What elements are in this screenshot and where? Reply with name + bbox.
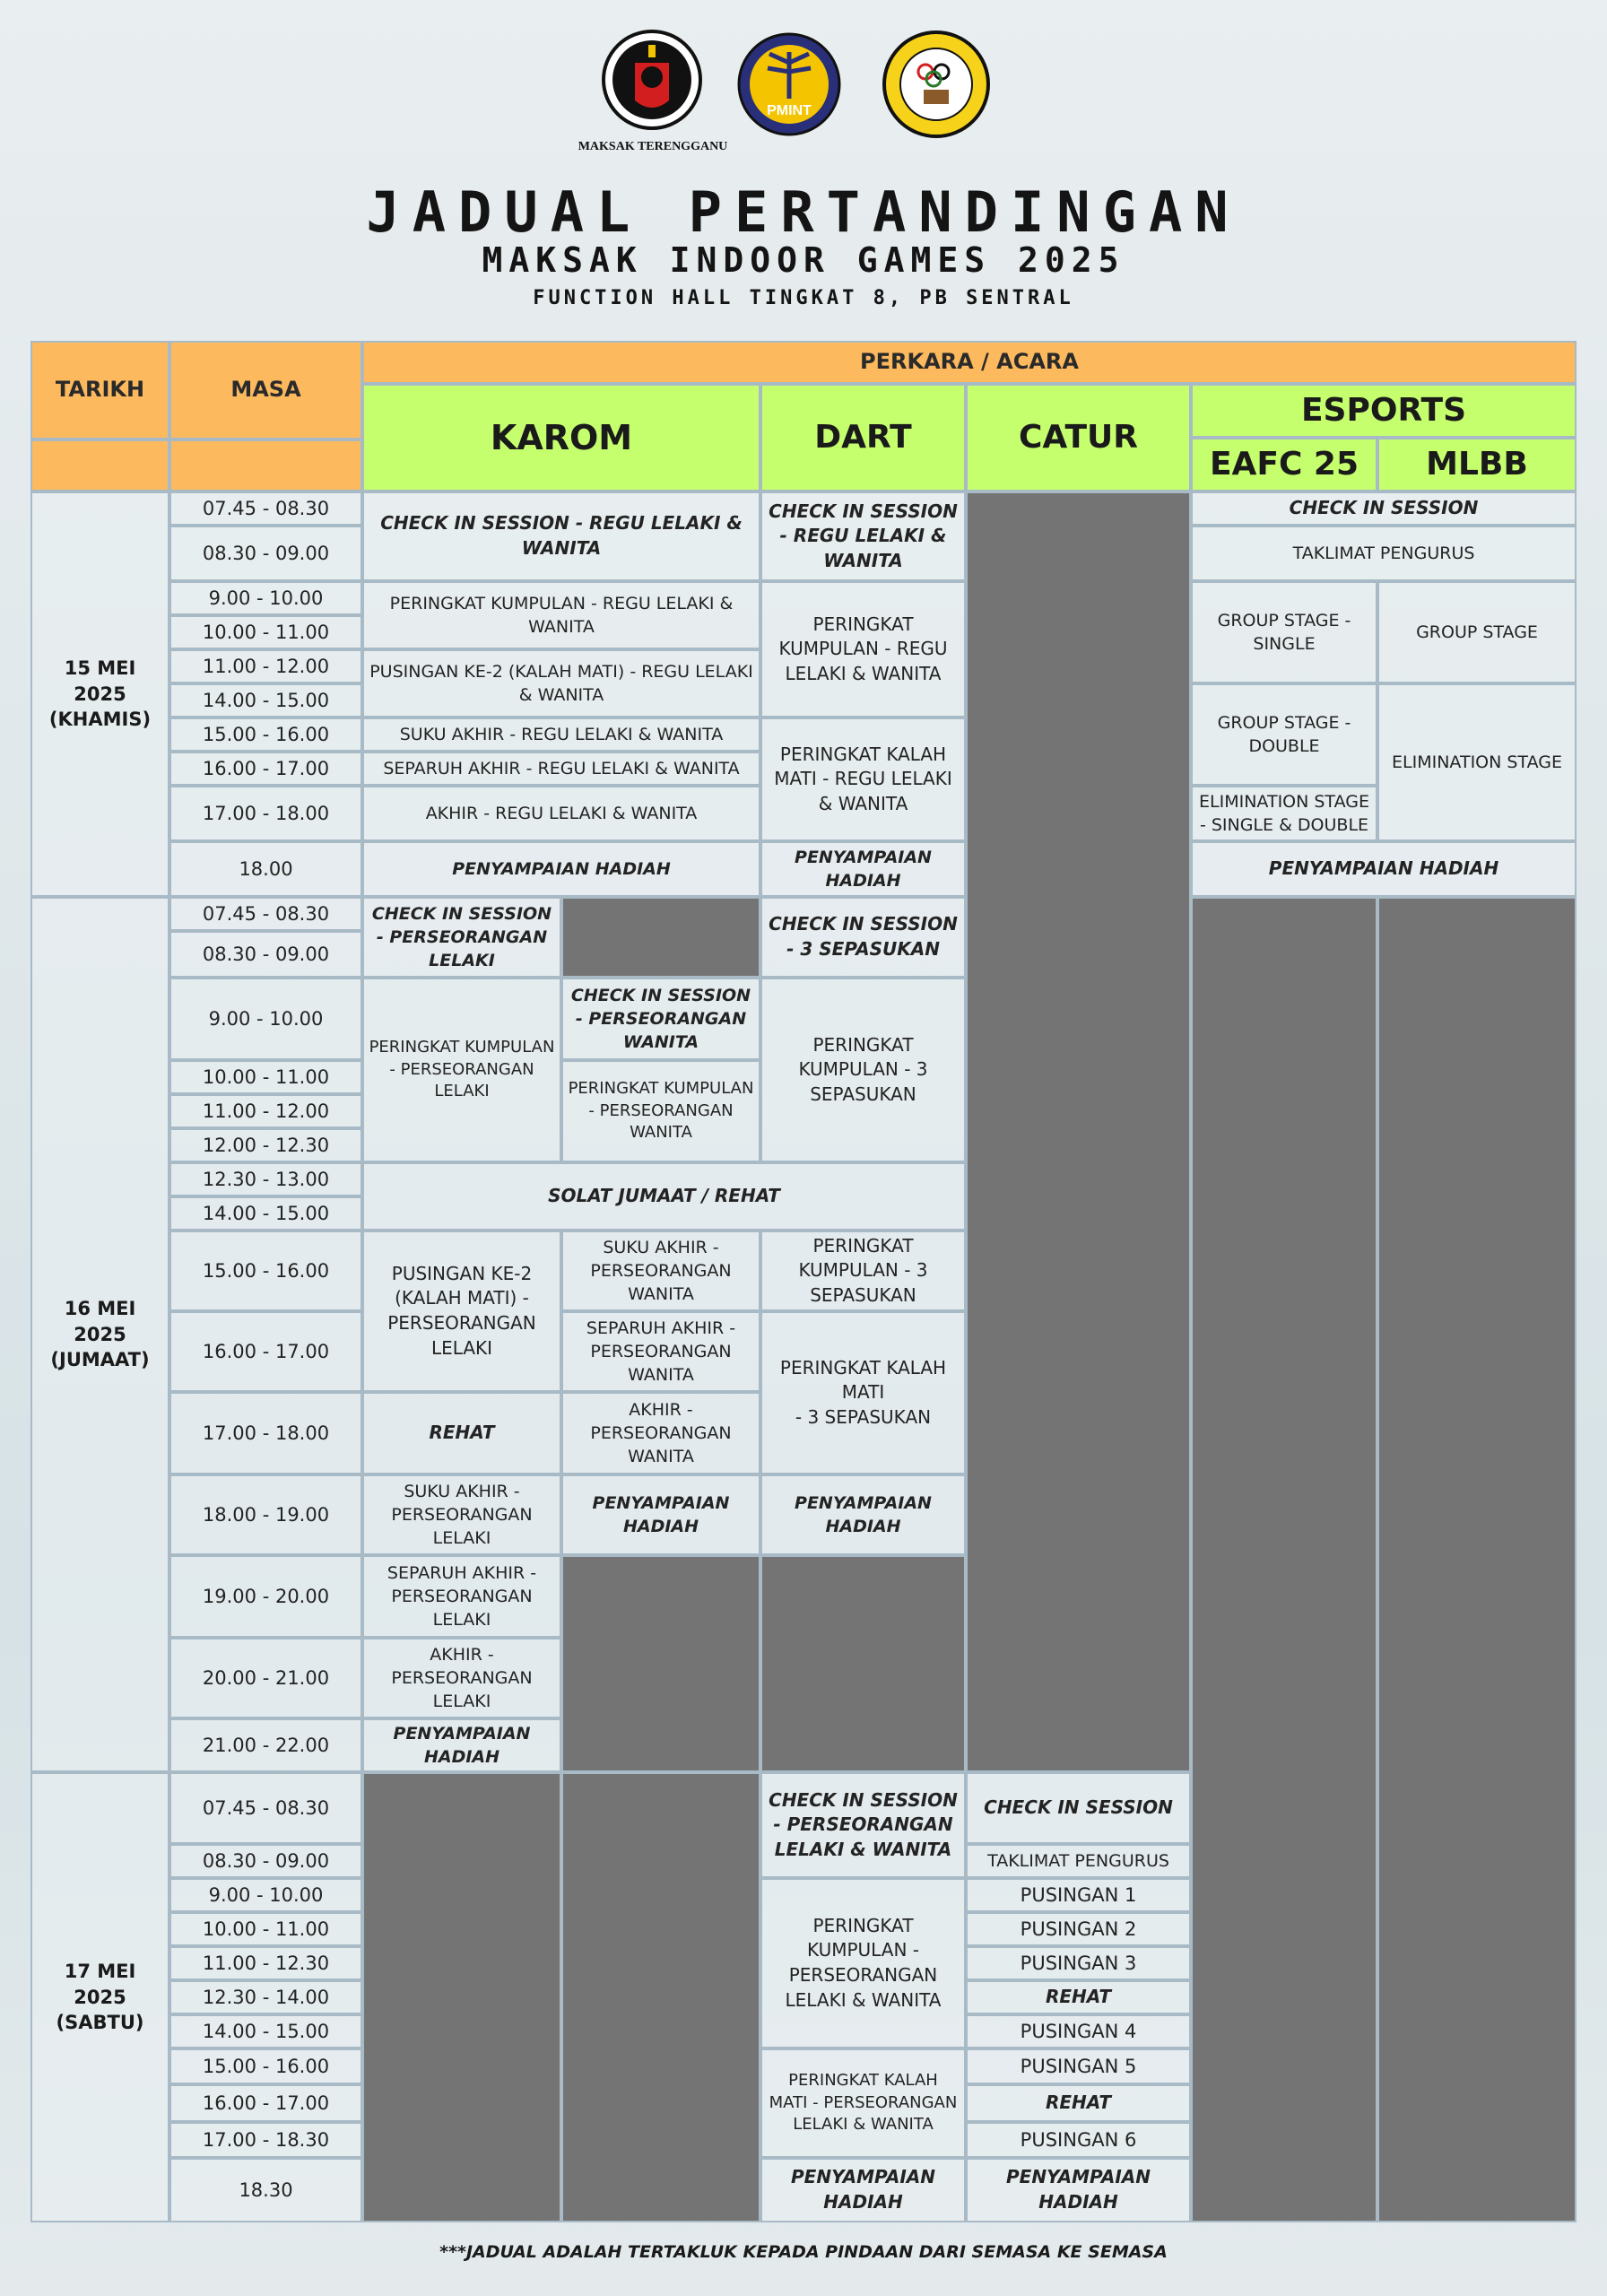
time-cell: 08.30 - 09.00	[169, 1844, 362, 1878]
day3-catur-taklimat: TAKLIMAT PENGURUS	[966, 1844, 1191, 1878]
day2-karom-l-rehat: REHAT	[362, 1392, 561, 1474]
date-cell-day2: 16 MEI 2025 (JUMAAT)	[30, 897, 169, 1772]
time-cell: 10.00 - 11.00	[169, 615, 362, 649]
day2-karom-w-blocked-evening	[561, 1555, 760, 1772]
day2-karom-l-akhir: AKHIR - PERSEORANGAN LELAKI	[362, 1638, 561, 1718]
maksak-terengganu-logo	[599, 27, 705, 133]
day2-dart-kumpulan2: PERINGKAT KUMPULAN - 3 SEPASUKAN	[760, 1231, 966, 1311]
mlbb-blocked-day2-day3	[1377, 897, 1577, 2222]
day2-karom-l-hadiah: PENYAMPAIAN HADIAH	[362, 1718, 561, 1772]
eafc-blocked-day2-day3	[1191, 897, 1377, 2222]
day1-esports-hadiah: PENYAMPAIAN HADIAH	[1191, 841, 1577, 897]
day1-karom-akhir: AKHIR - REGU LELAKI & WANITA	[362, 786, 760, 841]
header-perkara: PERKARA / ACARA	[362, 341, 1577, 384]
logo-bar	[0, 27, 1607, 161]
day1-mlbb-elim: ELIMINATION STAGE	[1377, 683, 1577, 841]
day3-karom-l-blocked	[362, 1772, 561, 2222]
day1-karom-pusingan2: PUSINGAN KE-2 (KALAH MATI) - REGU LELAKI & WANITA	[362, 649, 760, 718]
time-cell: 19.00 - 20.00	[169, 1555, 362, 1638]
day1-mlbb-group: GROUP STAGE	[1377, 581, 1577, 683]
time-cell: 17.00 - 18.30	[169, 2122, 362, 2158]
time-cell: 10.00 - 11.00	[169, 1912, 362, 1946]
time-cell: 10.00 - 11.00	[169, 1060, 362, 1094]
day2-karom-l-separuh: SEPARUH AKHIR - PERSEORANGAN LELAKI	[362, 1555, 561, 1638]
header-dart: DART	[760, 384, 966, 491]
day2-karom-l-kumpulan: PERINGKAT KUMPULAN - PERSEORANGAN LELAKI	[362, 978, 561, 1162]
day1-esports-checkin: CHECK IN SESSION	[1191, 491, 1577, 526]
day2-karom-w-akhir: AKHIR - PERSEORANGAN WANITA	[561, 1392, 760, 1474]
page-subtitle: MAKSAK INDOOR GAMES 2025	[482, 240, 1125, 280]
day2-karom-l-suku: SUKU AKHIR - PERSEORANGAN LELAKI	[362, 1474, 561, 1555]
day3-catur-p1: PUSINGAN 1	[966, 1878, 1191, 1912]
header-tarikh-blank	[30, 439, 169, 491]
header-esports: ESPORTS	[1191, 384, 1577, 438]
time-cell: 08.30 - 09.00	[169, 526, 362, 581]
day1-karom-checkin: CHECK IN SESSION - REGU LELAKI & WANITA	[362, 491, 760, 581]
day2-karom-l-pusingan: PUSINGAN KE-2 (KALAH MATI) - PERSEORANGAN LELAKI	[362, 1231, 561, 1392]
time-cell: 16.00 - 17.00	[169, 752, 362, 786]
time-cell: 21.00 - 22.00	[169, 1718, 362, 1772]
day1-karom-hadiah: PENYAMPAIAN HADIAH	[362, 841, 760, 897]
day1-dart-kumpulan: PERINGKAT KUMPULAN - REGU LELAKI & WANITA	[760, 581, 966, 718]
day3-dart-kumpulan: PERINGKAT KUMPULAN - PERSEORANGAN LELAKI & WANITA	[760, 1878, 966, 2048]
header-eafc: EAFC 25	[1191, 438, 1377, 491]
time-cell: 9.00 - 10.00	[169, 1878, 362, 1912]
time-cell: 17.00 - 18.00	[169, 786, 362, 841]
pmint-caption: PMINT	[767, 103, 812, 118]
day2-solat-rehat: SOLAT JUMAAT / REHAT	[362, 1162, 966, 1231]
time-cell: 14.00 - 15.00	[169, 2014, 362, 2048]
day3-catur-checkin: CHECK IN SESSION	[966, 1772, 1191, 1844]
day2-dart-checkin: CHECK IN SESSION - 3 SEPASUKAN	[760, 897, 966, 978]
header-tarikh: TARIKH	[30, 341, 169, 439]
day3-dart-kalah: PERINGKAT KALAH MATI - PERSEORANGAN LELAKI & WANITA	[760, 2048, 966, 2158]
header-catur: CATUR	[966, 384, 1191, 491]
day1-karom-suku: SUKU AKHIR - REGU LELAKI & WANITA	[362, 718, 760, 752]
day2-karom-w-suku: SUKU AKHIR - PERSEORANGAN WANITA	[561, 1231, 760, 1311]
day3-catur-p4: PUSINGAN 4	[966, 2014, 1191, 2048]
time-cell: 12.30 - 14.00	[169, 1980, 362, 2014]
time-cell: 20.00 - 21.00	[169, 1638, 362, 1718]
day3-catur-p6: PUSINGAN 6	[966, 2122, 1191, 2158]
date-cell-day3: 17 MEI 2025 (SABTU)	[30, 1772, 169, 2222]
day2-karom-w-hadiah: PENYAMPAIAN HADIAH	[561, 1474, 760, 1555]
time-cell: 18.30	[169, 2158, 362, 2222]
day1-esports-taklimat: TAKLIMAT PENGURUS	[1191, 526, 1577, 581]
time-cell: 12.00 - 12.30	[169, 1128, 362, 1162]
day1-dart-kalah: PERINGKAT KALAH MATI - REGU LELAKI & WANITA	[760, 718, 966, 841]
day2-dart-kalah: PERINGKAT KALAH MATI - 3 SEPASUKAN	[760, 1311, 966, 1474]
day3-dart-checkin: CHECK IN SESSION - PERSEORANGAN LELAKI & WANITA	[760, 1772, 966, 1878]
day2-karom-l-checkin: CHECK IN SESSION - PERSEORANGAN LELAKI	[362, 897, 561, 978]
time-cell: 18.00 - 19.00	[169, 1474, 362, 1555]
day3-catur-p5: PUSINGAN 5	[966, 2048, 1191, 2084]
time-cell: 17.00 - 18.00	[169, 1392, 362, 1474]
time-cell: 07.45 - 08.30	[169, 491, 362, 526]
day1-eafc-elim: ELIMINATION STAGE - SINGLE & DOUBLE	[1191, 786, 1377, 841]
time-cell: 11.00 - 12.00	[169, 649, 362, 683]
time-cell: 07.45 - 08.30	[169, 897, 362, 931]
day3-karom-w-blocked	[561, 1772, 760, 2222]
header-masa-blank	[169, 439, 362, 491]
header-mlbb: MLBB	[1377, 438, 1577, 491]
page-title: JADUAL PERTANDINGAN	[366, 179, 1241, 245]
time-cell: 14.00 - 15.00	[169, 1196, 362, 1231]
day1-eafc-group-double: GROUP STAGE - DOUBLE	[1191, 683, 1377, 786]
date-cell-day1: 15 MEI 2025 (KHAMIS)	[30, 491, 169, 897]
day3-catur-rehat1: REHAT	[966, 1980, 1191, 2014]
day2-karom-w-blocked	[561, 897, 760, 978]
day3-catur-rehat2: REHAT	[966, 2084, 1191, 2122]
day2-karom-w-kumpulan: PERINGKAT KUMPULAN - PERSEORANGAN WANITA	[561, 1060, 760, 1162]
day2-karom-w-checkin: CHECK IN SESSION - PERSEORANGAN WANITA	[561, 978, 760, 1060]
time-cell: 07.45 - 08.30	[169, 1772, 362, 1844]
time-cell: 16.00 - 17.00	[169, 2084, 362, 2122]
day2-karom-w-separuh: SEPARUH AKHIR - PERSEORANGAN WANITA	[561, 1311, 760, 1392]
day1-karom-separuh: SEPARUH AKHIR - REGU LELAKI & WANITA	[362, 752, 760, 786]
header-karom: KAROM	[362, 384, 760, 491]
time-cell: 11.00 - 12.00	[169, 1094, 362, 1128]
time-cell: 15.00 - 16.00	[169, 2048, 362, 2084]
time-cell: 14.00 - 15.00	[169, 683, 362, 718]
day1-eafc-group-single: GROUP STAGE - SINGLE	[1191, 581, 1377, 683]
maksak-logo-caption: MAKSAK TERENGGANU	[578, 140, 728, 153]
day3-dart-hadiah: PENYAMPAIAN HADIAH	[760, 2158, 966, 2222]
day1-dart-checkin: CHECK IN SESSION - REGU LELAKI & WANITA	[760, 491, 966, 581]
time-cell: 15.00 - 16.00	[169, 1231, 362, 1311]
time-cell: 9.00 - 10.00	[169, 581, 362, 615]
time-cell: 9.00 - 10.00	[169, 978, 362, 1060]
time-cell: 18.00	[169, 841, 362, 897]
day2-dart-hadiah: PENYAMPAIAN HADIAH	[760, 1474, 966, 1555]
day3-catur-p2: PUSINGAN 2	[966, 1912, 1191, 1946]
day3-catur-p3: PUSINGAN 3	[966, 1946, 1191, 1980]
time-cell: 08.30 - 09.00	[169, 931, 362, 978]
header-masa: MASA	[169, 341, 362, 439]
venue-text: FUNCTION HALL TINGKAT 8, PB SENTRAL	[533, 287, 1074, 309]
catur-blocked-day1-day2	[966, 491, 1191, 1772]
pmint-logo	[734, 27, 845, 142]
time-cell: 12.30 - 13.00	[169, 1162, 362, 1196]
time-cell: 16.00 - 17.00	[169, 1311, 362, 1392]
day1-dart-hadiah: PENYAMPAIAN HADIAH	[760, 841, 966, 897]
day2-dart-kumpulan: PERINGKAT KUMPULAN - 3 SEPASUKAN	[760, 978, 966, 1162]
kelab-wisma-darul-iman-logo	[879, 27, 994, 142]
time-cell: 15.00 - 16.00	[169, 718, 362, 752]
day1-karom-kumpulan: PERINGKAT KUMPULAN - REGU LELAKI & WANITA	[362, 581, 760, 649]
day2-dart-blocked-evening	[760, 1555, 966, 1772]
footnote: ***JADUAL ADALAH TERTAKLUK KEPADA PINDAAN DARI SEMASA KE SEMASA	[439, 2242, 1168, 2262]
day3-catur-hadiah: PENYAMPAIAN HADIAH	[966, 2158, 1191, 2222]
time-cell: 11.00 - 12.30	[169, 1946, 362, 1980]
